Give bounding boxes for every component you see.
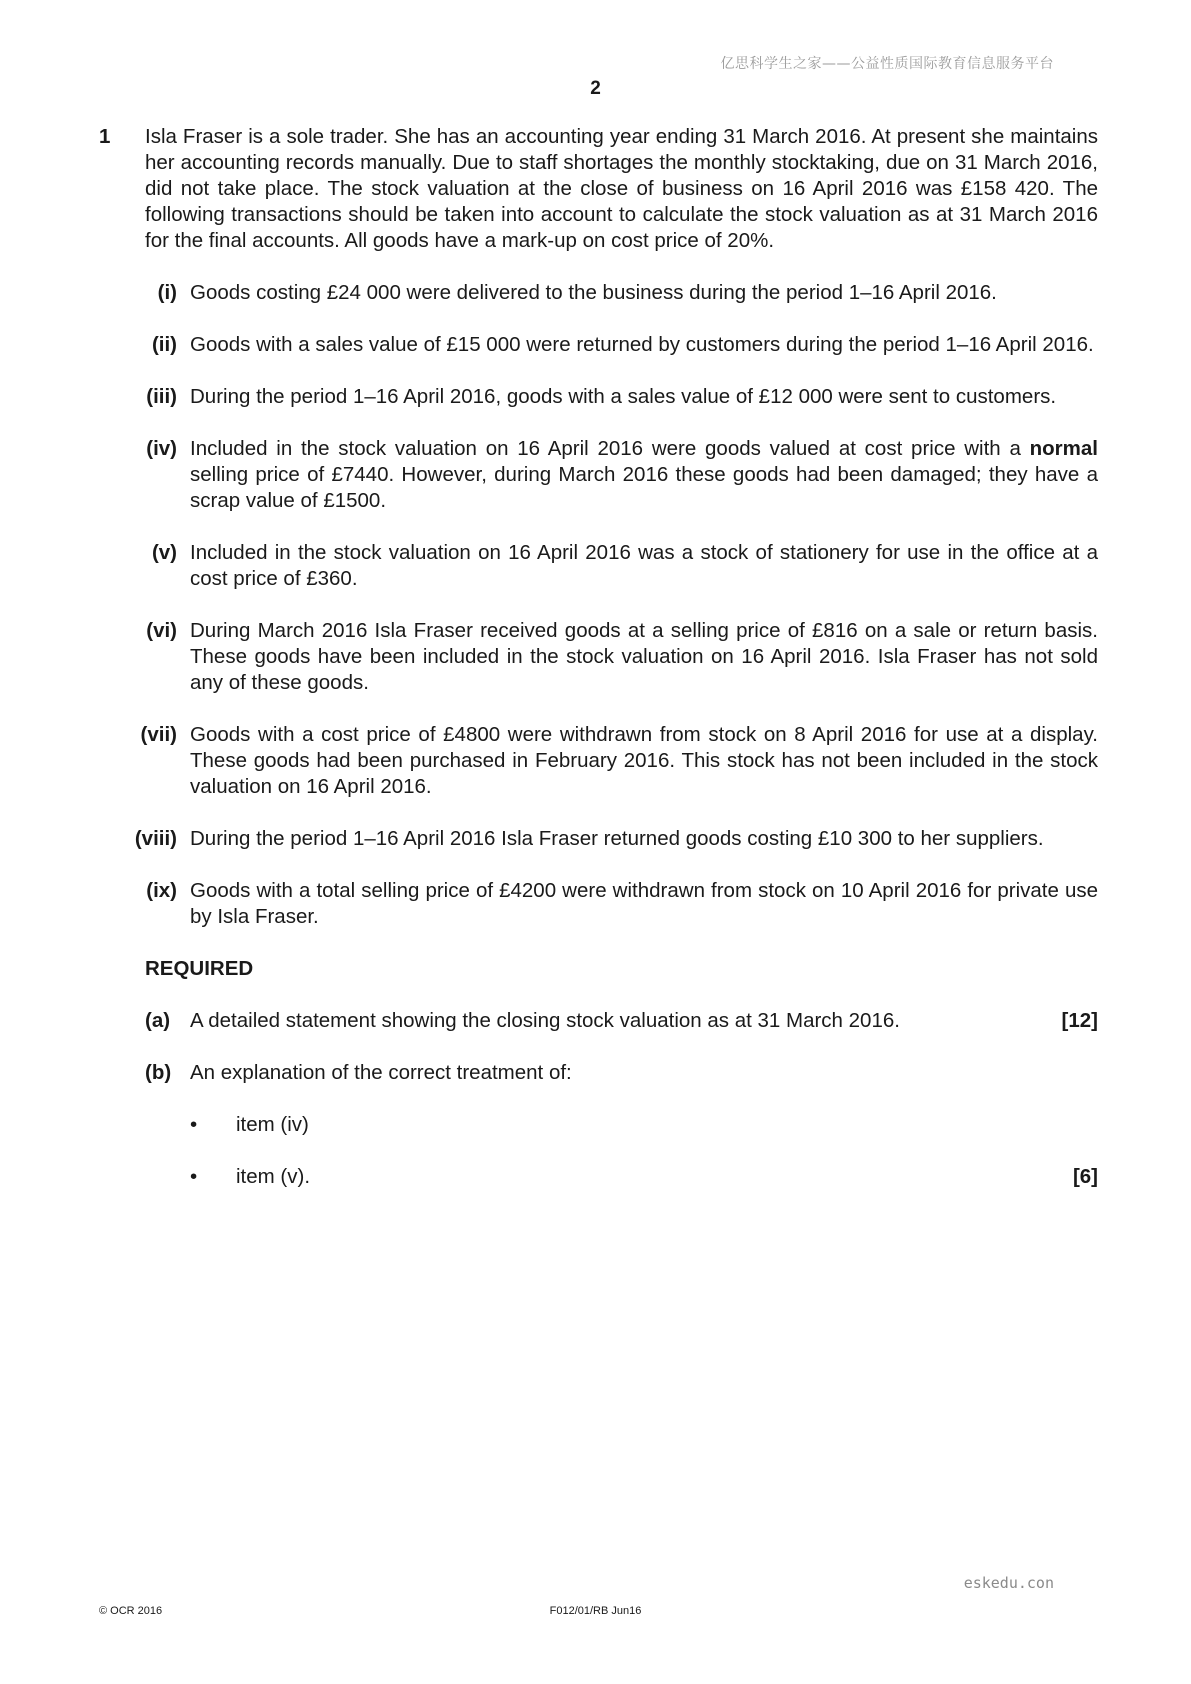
list-item bbox=[145, 878, 1098, 930]
emphasis-text: normal bbox=[1029, 437, 1098, 460]
list-item bbox=[145, 384, 1098, 410]
bullet-text: item (v). bbox=[236, 1165, 311, 1188]
item-label: (ii) bbox=[151, 333, 177, 356]
item-label: (iii) bbox=[146, 385, 177, 408]
document-content bbox=[99, 124, 1098, 1216]
item-text: Goods with a cost price of £4800 were withdrawn from stock on 8 April 2016 for use at a display. These goods had been purchased in February 2016. This stock has not been included in the stock valuation on 16 April 2016. bbox=[190, 723, 1098, 798]
question-number: 1 bbox=[99, 125, 111, 148]
item-label: (iv) bbox=[146, 437, 177, 460]
transaction-list bbox=[134, 280, 1098, 930]
list-item bbox=[145, 280, 1098, 306]
bullet-item bbox=[145, 1112, 1098, 1138]
question-intro: Isla Fraser is a sole trader. She has an accounting year ending 31 March 2016. At present she maintains her accounting records manually. Due to staff shortages the monthly stocktaking, due on 31 March 2016, did not take place. The stock valuation at the close of business on 16 April 2016 was £158 420. The following transactions should be taken into account to calculate the stock valuation as at 31 March 2016 for the final accounts. All goods have a mark-up on cost price of 20%. bbox=[145, 125, 1098, 252]
marks-allocation: [12] bbox=[1061, 1009, 1098, 1032]
item-text: During the period 1–16 April 2016, goods with a sales value of £12 000 were sent to customers. bbox=[190, 385, 1057, 408]
list-item bbox=[145, 436, 1098, 514]
item-text: During March 2016 Isla Fraser received goods at a selling price of £816 on a sale or return basis. These goods have been included in the stock valuation on 16 April 2016. Isla Fraser has not sold any of these goods. bbox=[190, 619, 1098, 694]
part-label: (b) bbox=[145, 1061, 172, 1084]
question-1 bbox=[99, 124, 1098, 1190]
item-text-part: Included in the stock valuation on 16 April 2016 were goods valued at cost price with a bbox=[190, 437, 1030, 460]
item-label: (viii) bbox=[134, 827, 177, 850]
item-text: Goods costing £24 000 were delivered to the business during the period 1–16 April 2016. bbox=[190, 281, 997, 304]
footer-paper-code: F012/01/RB Jun16 bbox=[549, 1605, 642, 1617]
required-heading: REQUIRED bbox=[145, 957, 254, 980]
footer-copyright: © OCR 2016 bbox=[99, 1605, 163, 1617]
item-text bbox=[190, 437, 1098, 512]
item-text-part: selling price of £7440. However, during March 2016 these goods had been damaged; they have a scrap value of £1500. bbox=[190, 463, 1098, 512]
item-label: (ix) bbox=[146, 879, 177, 902]
list-item bbox=[145, 332, 1098, 358]
item-text: Included in the stock valuation on 16 April 2016 was a stock of stationery for use in the office at a cost price of £360. bbox=[190, 541, 1098, 590]
part-text: A detailed statement showing the closing stock valuation as at 31 March 2016. bbox=[190, 1009, 900, 1032]
item-label: (vi) bbox=[146, 619, 177, 642]
bullet-item bbox=[145, 1164, 1098, 1190]
item-label: (i) bbox=[157, 281, 177, 304]
item-label: (v) bbox=[151, 541, 177, 564]
part-text: An explanation of the correct treatment of: bbox=[190, 1061, 572, 1084]
page-number: 2 bbox=[590, 78, 601, 99]
bullet-icon: • bbox=[190, 1165, 198, 1188]
list-item bbox=[134, 826, 1098, 852]
item-text: During the period 1–16 April 2016 Isla Fraser returned goods costing £10 300 to her suppliers. bbox=[190, 827, 1044, 850]
item-text: Goods with a sales value of £15 000 were returned by customers during the period 1–16 April 2016. bbox=[190, 333, 1094, 356]
part-a bbox=[145, 1008, 1098, 1034]
part-b bbox=[145, 1060, 1098, 1086]
list-item bbox=[145, 540, 1098, 592]
marks-allocation: [6] bbox=[1072, 1165, 1098, 1188]
footer-site-text: eskedu.con bbox=[963, 1574, 1054, 1592]
item-text: Goods with a total selling price of £4200 were withdrawn from stock on 10 April 2016 for private use by Isla Fraser. bbox=[190, 879, 1098, 928]
watermark-text: 亿思科学生之家——公益性质国际教育信息服务平台 bbox=[720, 56, 1054, 72]
item-label: (vii) bbox=[140, 723, 177, 746]
list-item bbox=[145, 618, 1098, 696]
list-item bbox=[140, 722, 1098, 800]
part-label: (a) bbox=[145, 1009, 171, 1032]
bullet-icon: • bbox=[190, 1113, 198, 1136]
bullet-text: item (iv) bbox=[236, 1113, 309, 1136]
